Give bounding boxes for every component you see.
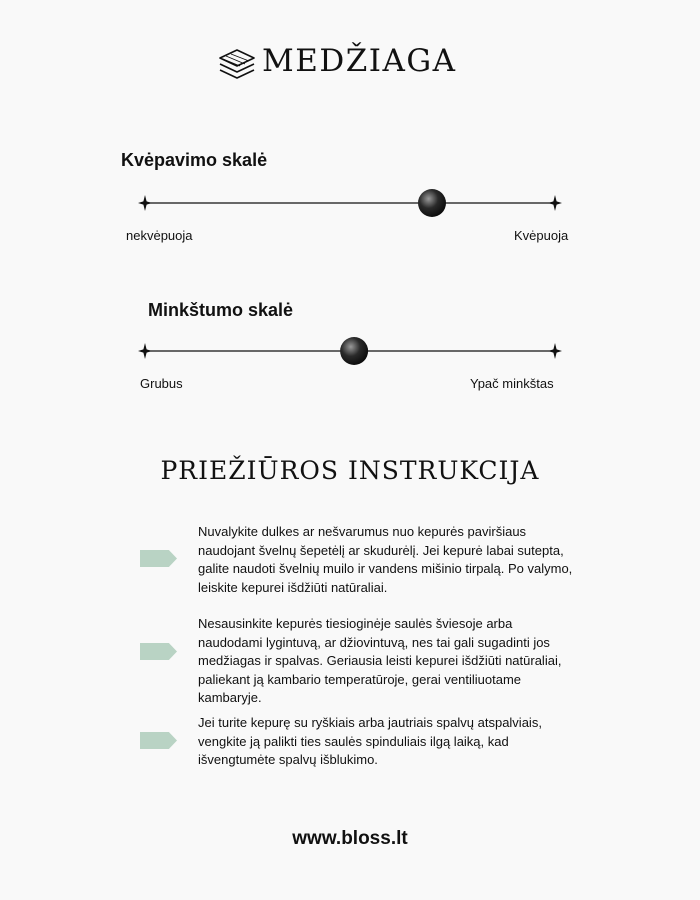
softness-left-label: Grubus	[140, 376, 183, 391]
care-instructions-title: PRIEŽIŪROS INSTRUKCIJA	[160, 456, 540, 485]
fabric-layers-icon	[217, 48, 257, 82]
breathability-scale	[130, 188, 570, 218]
softness-scale	[130, 336, 570, 366]
scale-start-sparkle-icon	[138, 343, 152, 359]
care-instruction-item: Jei turite kepurę su ryškiais arba jautriais spalvų atspalviais, vengkite ją palikti ties saulės spinduliais ilgą laiką, kad išvengtumėte spalvų išblukimo.	[198, 715, 542, 767]
website-link[interactable]: www.bloss.lt	[292, 828, 408, 849]
softness-scale-marker	[340, 337, 368, 365]
softness-scale-title: Minkštumo skalė	[148, 300, 294, 320]
softness-right-label: Ypač minkštas	[470, 376, 554, 391]
bullet-arrow-icon	[140, 643, 177, 660]
breathability-scale-marker	[418, 189, 446, 217]
bullet-arrow-icon	[140, 550, 177, 567]
breathability-right-label: Kvėpuoja	[514, 228, 569, 243]
scale-end-sparkle-icon	[548, 195, 562, 211]
scale-end-sparkle-icon	[548, 343, 562, 359]
page-title: MEDŽIAGA	[262, 43, 457, 79]
page-header	[0, 40, 700, 84]
scale-start-sparkle-icon	[138, 195, 152, 211]
breathability-left-label: nekvėpuoja	[126, 228, 193, 243]
care-instruction-item: Nesausinkite kepurės tiesioginėje saulės šviesoje arba naudodami lygintuvą, ar džiovintuvą, nes tai gali sugadinti jos medžiagas ir spalvas. Geriausia leisti kepurei išdžiūti natūraliai, paliekant ją kambario temperatūroje, gerai ventiliuotame kambaryje.	[198, 616, 562, 705]
care-instruction-item: Nuvalykite dulkes ar nešvarumus nuo kepurės paviršiaus naudojant švelnų šepetėlį ar skudurėlį. Jei kepurė labai sutepta, galite naudoti švelnių muilo ir vandens mišinio tirpalą. Po valymo, leiskite kepurei išdžiūti natūraliai.	[198, 524, 573, 595]
bullet-arrow-icon	[140, 732, 177, 749]
breathability-scale-title: Kvėpavimo skalė	[121, 150, 268, 170]
